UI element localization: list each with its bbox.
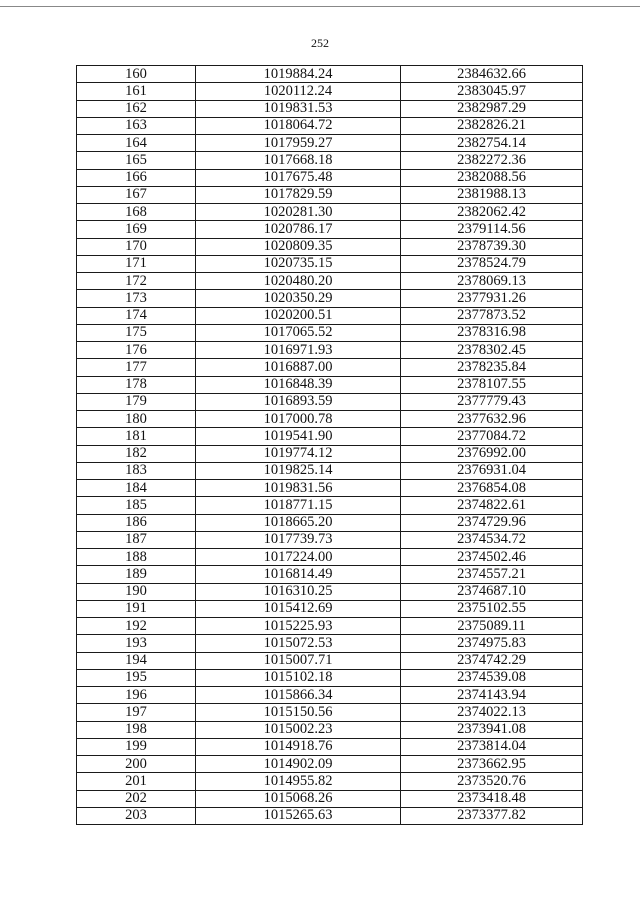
- table-row: [77, 152, 583, 169]
- table-row: [77, 756, 583, 773]
- point-number-cell: 170: [77, 238, 196, 255]
- y-coordinate-cell: 2378107.55: [401, 376, 583, 393]
- point-number-cell: 185: [77, 497, 196, 514]
- x-coordinate-cell: 1020200.51: [196, 307, 401, 324]
- x-coordinate-cell: 1019831.53: [196, 100, 401, 117]
- point-number-cell: 182: [77, 445, 196, 462]
- x-coordinate-cell: 1014902.09: [196, 756, 401, 773]
- coordinates-table-body: [77, 66, 583, 825]
- point-number-cell: 198: [77, 721, 196, 738]
- y-coordinate-cell: 2382088.56: [401, 169, 583, 186]
- y-coordinate-cell: 2377931.26: [401, 290, 583, 307]
- x-coordinate-cell: 1015002.23: [196, 721, 401, 738]
- table-row: [77, 618, 583, 635]
- y-coordinate-cell: 2374822.61: [401, 497, 583, 514]
- table-row: [77, 773, 583, 790]
- x-coordinate-cell: 1020786.17: [196, 221, 401, 238]
- point-number-cell: 193: [77, 635, 196, 652]
- x-coordinate-cell: 1015007.71: [196, 652, 401, 669]
- table-row: [77, 273, 583, 290]
- y-coordinate-cell: 2374534.72: [401, 531, 583, 548]
- table-row: [77, 462, 583, 479]
- table-row: [77, 669, 583, 686]
- point-number-cell: 169: [77, 221, 196, 238]
- point-number-cell: 171: [77, 255, 196, 272]
- table-row: [77, 324, 583, 341]
- x-coordinate-cell: 1016887.00: [196, 359, 401, 376]
- x-coordinate-cell: 1015412.69: [196, 600, 401, 617]
- y-coordinate-cell: 2375089.11: [401, 618, 583, 635]
- point-number-cell: 183: [77, 462, 196, 479]
- x-coordinate-cell: 1016814.49: [196, 566, 401, 583]
- table-row: [77, 497, 583, 514]
- x-coordinate-cell: 1015102.18: [196, 669, 401, 686]
- table-row: [77, 307, 583, 324]
- y-coordinate-cell: 2374022.13: [401, 704, 583, 721]
- y-coordinate-cell: 2382987.29: [401, 100, 583, 117]
- point-number-cell: 181: [77, 428, 196, 445]
- point-number-cell: 166: [77, 169, 196, 186]
- y-coordinate-cell: 2374729.96: [401, 514, 583, 531]
- top-border-line: [0, 6, 640, 7]
- x-coordinate-cell: 1015265.63: [196, 807, 401, 824]
- x-coordinate-cell: 1015225.93: [196, 618, 401, 635]
- y-coordinate-cell: 2382754.14: [401, 135, 583, 152]
- point-number-cell: 174: [77, 307, 196, 324]
- table-row: [77, 290, 583, 307]
- x-coordinate-cell: 1019831.56: [196, 480, 401, 497]
- point-number-cell: 194: [77, 652, 196, 669]
- x-coordinate-cell: 1014955.82: [196, 773, 401, 790]
- point-number-cell: 161: [77, 83, 196, 100]
- table-row: [77, 807, 583, 824]
- y-coordinate-cell: 2378302.45: [401, 342, 583, 359]
- x-coordinate-cell: 1019884.24: [196, 66, 401, 83]
- y-coordinate-cell: 2382826.21: [401, 117, 583, 134]
- table-row: [77, 411, 583, 428]
- y-coordinate-cell: 2375102.55: [401, 600, 583, 617]
- point-number-cell: 184: [77, 480, 196, 497]
- x-coordinate-cell: 1016893.59: [196, 393, 401, 410]
- x-coordinate-cell: 1015866.34: [196, 687, 401, 704]
- x-coordinate-cell: 1017739.73: [196, 531, 401, 548]
- table-row: [77, 721, 583, 738]
- table-row: [77, 221, 583, 238]
- table-row: [77, 531, 583, 548]
- point-number-cell: 199: [77, 738, 196, 755]
- point-number-cell: 180: [77, 411, 196, 428]
- y-coordinate-cell: 2374557.21: [401, 566, 583, 583]
- x-coordinate-cell: 1020281.30: [196, 204, 401, 221]
- x-coordinate-cell: 1019541.90: [196, 428, 401, 445]
- point-number-cell: 179: [77, 393, 196, 410]
- point-number-cell: 178: [77, 376, 196, 393]
- x-coordinate-cell: 1017065.52: [196, 324, 401, 341]
- x-coordinate-cell: 1017224.00: [196, 549, 401, 566]
- point-number-cell: 202: [77, 790, 196, 807]
- x-coordinate-cell: 1016971.93: [196, 342, 401, 359]
- coordinates-table: [76, 65, 583, 825]
- x-coordinate-cell: 1019825.14: [196, 462, 401, 479]
- x-coordinate-cell: 1015150.56: [196, 704, 401, 721]
- y-coordinate-cell: 2378316.98: [401, 324, 583, 341]
- point-number-cell: 175: [77, 324, 196, 341]
- x-coordinate-cell: 1018771.15: [196, 497, 401, 514]
- x-coordinate-cell: 1016848.39: [196, 376, 401, 393]
- y-coordinate-cell: 2382062.42: [401, 204, 583, 221]
- x-coordinate-cell: 1018064.72: [196, 117, 401, 134]
- y-coordinate-cell: 2383045.97: [401, 83, 583, 100]
- page-number: 252: [311, 36, 329, 50]
- y-coordinate-cell: 2374742.29: [401, 652, 583, 669]
- table-row: [77, 738, 583, 755]
- y-coordinate-cell: 2377873.52: [401, 307, 583, 324]
- table-row: [77, 342, 583, 359]
- point-number-cell: 160: [77, 66, 196, 83]
- y-coordinate-cell: 2376854.08: [401, 480, 583, 497]
- table-row: [77, 790, 583, 807]
- table-row: [77, 704, 583, 721]
- y-coordinate-cell: 2377084.72: [401, 428, 583, 445]
- y-coordinate-cell: 2374502.46: [401, 549, 583, 566]
- y-coordinate-cell: 2374143.94: [401, 687, 583, 704]
- y-coordinate-cell: 2374975.83: [401, 635, 583, 652]
- y-coordinate-cell: 2373418.48: [401, 790, 583, 807]
- x-coordinate-cell: 1019774.12: [196, 445, 401, 462]
- x-coordinate-cell: 1020350.29: [196, 290, 401, 307]
- point-number-cell: 191: [77, 600, 196, 617]
- table-row: [77, 359, 583, 376]
- y-coordinate-cell: 2373520.76: [401, 773, 583, 790]
- point-number-cell: 172: [77, 273, 196, 290]
- table-row: [77, 480, 583, 497]
- y-coordinate-cell: 2373377.82: [401, 807, 583, 824]
- point-number-cell: 187: [77, 531, 196, 548]
- point-number-cell: 167: [77, 186, 196, 203]
- point-number-cell: 188: [77, 549, 196, 566]
- table-row: [77, 255, 583, 272]
- x-coordinate-cell: 1020480.20: [196, 273, 401, 290]
- point-number-cell: 192: [77, 618, 196, 635]
- y-coordinate-cell: 2378739.30: [401, 238, 583, 255]
- x-coordinate-cell: 1020112.24: [196, 83, 401, 100]
- table-row: [77, 204, 583, 221]
- table-row: [77, 169, 583, 186]
- point-number-cell: 196: [77, 687, 196, 704]
- x-coordinate-cell: 1016310.25: [196, 583, 401, 600]
- point-number-cell: 189: [77, 566, 196, 583]
- x-coordinate-cell: 1015072.53: [196, 635, 401, 652]
- y-coordinate-cell: 2373941.08: [401, 721, 583, 738]
- y-coordinate-cell: 2384632.66: [401, 66, 583, 83]
- table-row: [77, 66, 583, 83]
- y-coordinate-cell: 2382272.36: [401, 152, 583, 169]
- y-coordinate-cell: 2377779.43: [401, 393, 583, 410]
- point-number-cell: 203: [77, 807, 196, 824]
- point-number-cell: 195: [77, 669, 196, 686]
- y-coordinate-cell: 2378069.13: [401, 273, 583, 290]
- x-coordinate-cell: 1020809.35: [196, 238, 401, 255]
- point-number-cell: 186: [77, 514, 196, 531]
- table-row: [77, 393, 583, 410]
- point-number-cell: 163: [77, 117, 196, 134]
- point-number-cell: 197: [77, 704, 196, 721]
- table-row: [77, 687, 583, 704]
- point-number-cell: 177: [77, 359, 196, 376]
- point-number-cell: 200: [77, 756, 196, 773]
- table-row: [77, 514, 583, 531]
- table-row: [77, 428, 583, 445]
- table-row: [77, 549, 583, 566]
- x-coordinate-cell: 1015068.26: [196, 790, 401, 807]
- y-coordinate-cell: 2381988.13: [401, 186, 583, 203]
- point-number-cell: 201: [77, 773, 196, 790]
- point-number-cell: 173: [77, 290, 196, 307]
- x-coordinate-cell: 1014918.76: [196, 738, 401, 755]
- x-coordinate-cell: 1017829.59: [196, 186, 401, 203]
- x-coordinate-cell: 1017959.27: [196, 135, 401, 152]
- y-coordinate-cell: 2378524.79: [401, 255, 583, 272]
- table-row: [77, 83, 583, 100]
- y-coordinate-cell: 2373662.95: [401, 756, 583, 773]
- point-number-cell: 165: [77, 152, 196, 169]
- y-coordinate-cell: 2374539.08: [401, 669, 583, 686]
- y-coordinate-cell: 2378235.84: [401, 359, 583, 376]
- y-coordinate-cell: 2376931.04: [401, 462, 583, 479]
- table-row: [77, 135, 583, 152]
- x-coordinate-cell: 1017675.48: [196, 169, 401, 186]
- table-row: [77, 186, 583, 203]
- point-number-cell: 168: [77, 204, 196, 221]
- y-coordinate-cell: 2374687.10: [401, 583, 583, 600]
- table-row: [77, 600, 583, 617]
- x-coordinate-cell: 1017000.78: [196, 411, 401, 428]
- table-row: [77, 566, 583, 583]
- table-row: [77, 583, 583, 600]
- table-row: [77, 445, 583, 462]
- y-coordinate-cell: 2379114.56: [401, 221, 583, 238]
- point-number-cell: 190: [77, 583, 196, 600]
- point-number-cell: 176: [77, 342, 196, 359]
- x-coordinate-cell: 1020735.15: [196, 255, 401, 272]
- table-row: [77, 100, 583, 117]
- point-number-cell: 162: [77, 100, 196, 117]
- table-row: [77, 117, 583, 134]
- x-coordinate-cell: 1018665.20: [196, 514, 401, 531]
- x-coordinate-cell: 1017668.18: [196, 152, 401, 169]
- y-coordinate-cell: 2377632.96: [401, 411, 583, 428]
- table-row: [77, 238, 583, 255]
- y-coordinate-cell: 2373814.04: [401, 738, 583, 755]
- table-row: [77, 635, 583, 652]
- y-coordinate-cell: 2376992.00: [401, 445, 583, 462]
- table-row: [77, 652, 583, 669]
- table-row: [77, 376, 583, 393]
- point-number-cell: 164: [77, 135, 196, 152]
